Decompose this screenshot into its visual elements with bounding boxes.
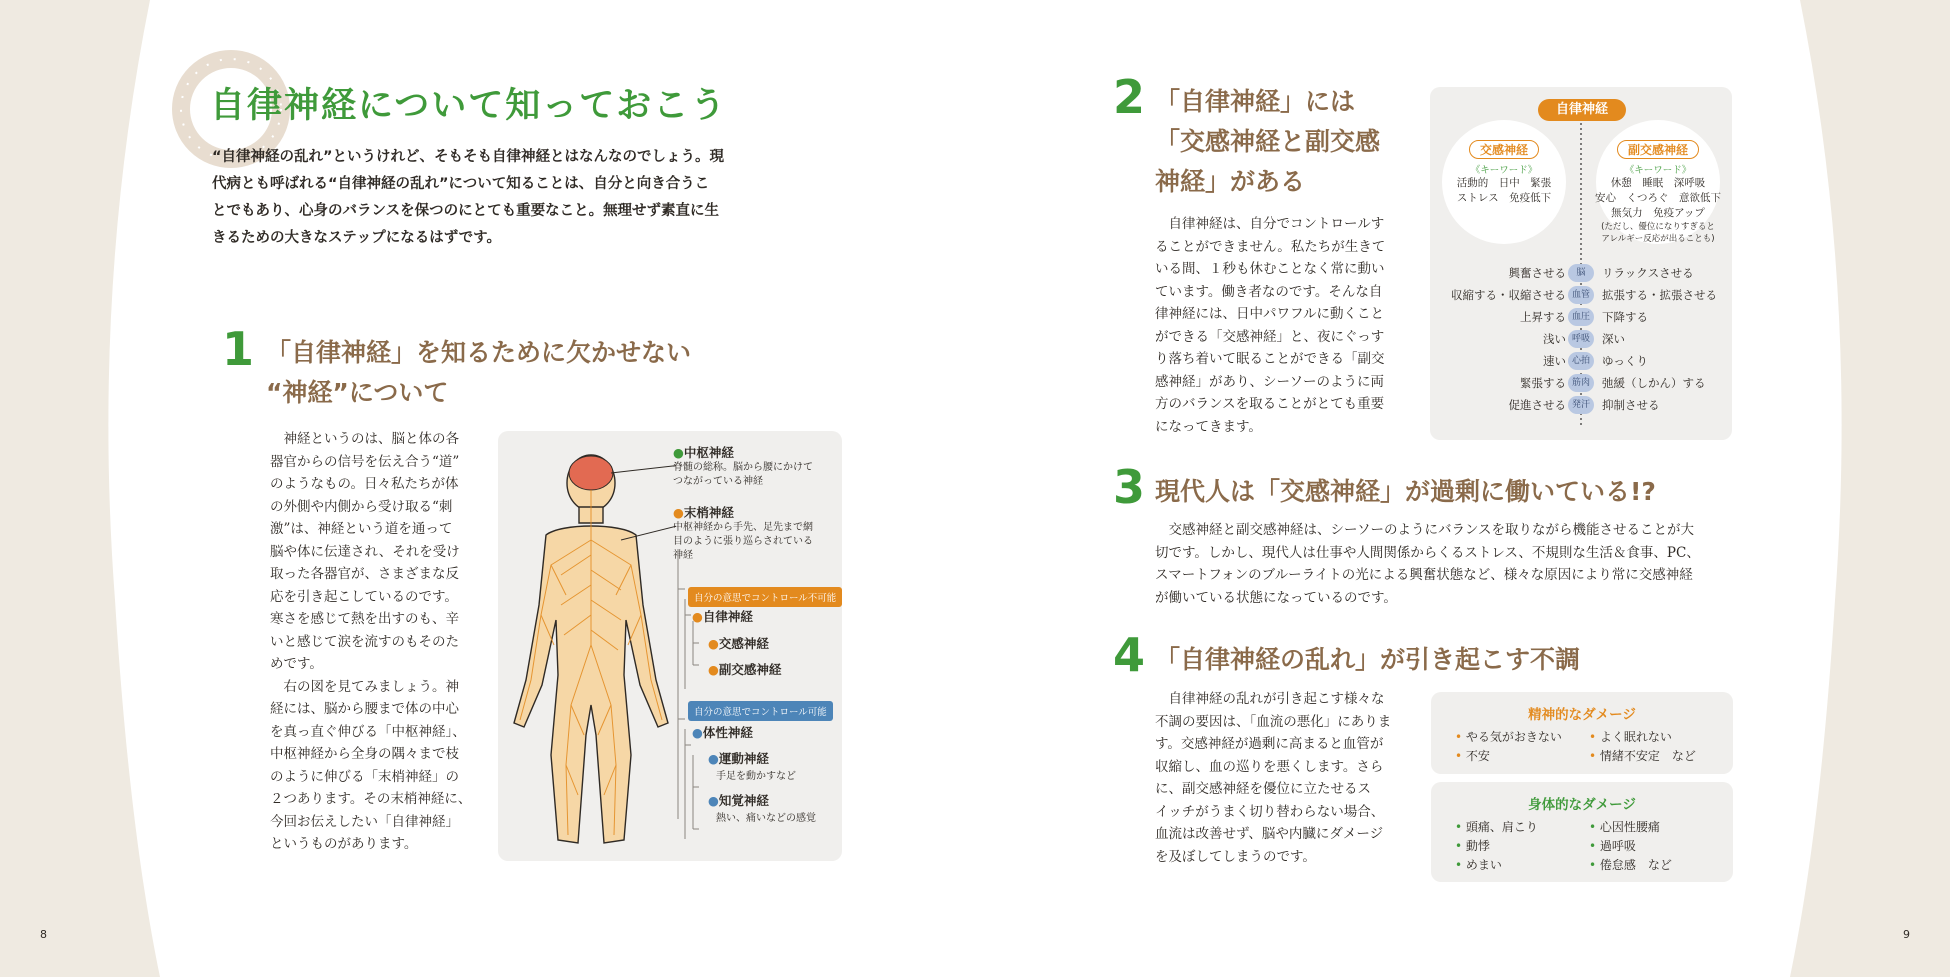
ans-row-organ: 脳 — [1568, 264, 1594, 282]
parasympathetic-kw-line: 無気力 免疫アップ — [1611, 207, 1705, 219]
section-4-body-line: を及ぼしてしまうのです。 — [1155, 848, 1316, 865]
section-2-body-line: 律神経には、日中パワフルに動くこと — [1155, 306, 1384, 322]
section-2-body-line: 感神経」があり、シーソーのように両 — [1155, 373, 1384, 390]
section-2-body-line: 自律神経は、自分でコントロールす — [1155, 216, 1385, 232]
autonomic-chart — [1430, 87, 1732, 440]
ans-row-sympathetic-effect: 興奮させる — [1508, 266, 1566, 280]
section-1-body-line: 中枢神経から全身の隅々まで枝 — [270, 746, 459, 762]
page-title: 自律神経について知っておこう — [210, 86, 728, 126]
section-1-body-line: の外側や内側から受け取る“刺 — [270, 498, 453, 515]
section-4-body-line: に、副交感神経を優位に立たせるス — [1155, 781, 1371, 797]
section-2-body-line: ています。働き者なのです。そんな自 — [1155, 283, 1383, 300]
section-2-body-line: ることができません。私たちが生きて — [1155, 238, 1386, 255]
ans-row-parasympathetic-effect: リラックスさせる — [1602, 266, 1694, 280]
parasympathetic-kw-line: 安心 くつろぐ 意欲低下 — [1595, 192, 1721, 204]
ans-row-organ: 発汗 — [1568, 396, 1594, 414]
section-2-heading-line: 「交感神経と副交感 — [1155, 127, 1381, 156]
mental-damage-item: 不安 — [1465, 749, 1490, 763]
intro-line: とでもあり、心身のバランスを保つのにとても重要なこと。無理せず素直に生 — [212, 203, 720, 219]
section-1-body-line: 右の図を見てみましょう。神 — [270, 678, 459, 695]
section-1-heading-line: 「自律神経」を知るために欠かせない — [266, 338, 692, 367]
mental-damage-col2: • よく眠れない • 情緒不安定 など — [1589, 730, 1696, 763]
sympathetic-kw-label: 《キーワード》 — [1470, 165, 1538, 176]
section-1-body-line: というものがあります。 — [270, 836, 418, 852]
central-nerve-desc — [673, 461, 838, 489]
ans-row-sympathetic-effect: 浅い — [1543, 332, 1566, 346]
ans-row-sympathetic-effect: 上昇する — [1520, 310, 1566, 324]
section-4-body-line: す。交感神経が過剰に高まると血管が — [1155, 736, 1384, 752]
section-4-body-line: イッチがうまく切り替わらない場合、 — [1155, 803, 1385, 820]
human-body-figure — [506, 445, 676, 855]
nervous-system-diagram: ●中枢神経 脊髄の総称。脳から腰にかけて つながっている神経 ●末梢神経 中枢神経から手先、足先まで網 目のように張り巡らされている 神経 自分の意思でコントロール不可能 ●自律神経 ●交感神経 ●副交感神経 自分の意思でコントロール可能 ●体性神経 ●運動神経 手足を動かすなど ●知覚神経 熱い、痛いなどの感覚 — [498, 431, 842, 861]
section-1-body-line: のように伸びる「末梢神経」の — [270, 768, 459, 785]
ans-row-sympathetic-effect: 促進させる — [1508, 398, 1566, 412]
section-4-body-line: 自律神経の乱れが引き起こす様々な — [1155, 691, 1385, 707]
section-1-body-line: いと感じて涙を流すのもそのた — [270, 633, 459, 650]
motor-nerve-desc: 手足を動かすなど — [716, 771, 796, 782]
ans-row-parasympathetic-effect: 深い — [1602, 332, 1625, 346]
sensory-nerve-desc: 熱い、痛いなどの感覚 — [716, 813, 816, 824]
section-1-heading-line: “神経”について — [266, 378, 449, 407]
section-1-body-line: 器官からの信号を伝え合う“道” — [270, 453, 460, 470]
peripheral-nerve-label-group: ●末梢神経 中枢神経から手先、足先まで網 目のように張り巡らされている 神経 — [673, 503, 838, 563]
section-4-body-line: 不調の要因は、「血流の悪化」にありま — [1155, 713, 1392, 730]
physical-damage-item: めまい — [1465, 858, 1502, 872]
sympathetic-badge: 交感神経 — [1469, 140, 1539, 159]
parasympathetic-nerve-label: 副交感神経 — [718, 662, 782, 677]
parasympathetic-keywords — [1590, 139, 1726, 245]
section-1-body-line: 脳や体に伝達され、それを受け — [270, 543, 460, 560]
mental-damage-item: よく眠れない — [1599, 730, 1672, 744]
ans-row — [1430, 351, 1732, 371]
section-2-body-line: になってきます。 — [1155, 418, 1262, 435]
section-1-body-line: のようなもの。日々私たちが体 — [270, 476, 459, 492]
voluntary-tag: 自分の意思でコントロール可能 — [688, 701, 833, 721]
section-2-body — [1155, 213, 1405, 438]
section-2-heading-line: 神経」がある — [1155, 167, 1306, 196]
physical-damage-item: 過呼吸 — [1599, 839, 1636, 853]
ans-row-sympathetic-effect: 速い — [1543, 354, 1566, 368]
section-3-body — [1155, 519, 1745, 609]
physical-damage-item: 頭痛、肩こり — [1465, 820, 1538, 834]
mental-damage-box — [1431, 692, 1733, 774]
mental-damage-item: 情緒不安定 など — [1599, 749, 1696, 763]
ans-row — [1430, 307, 1732, 327]
physical-damage-col2: • 心因性腰痛 • 過呼吸 • 倦怠感 など — [1589, 820, 1672, 872]
ans-row-sympathetic-effect: 緊張する — [1520, 376, 1566, 390]
central-nerve-label: 中枢神経 — [683, 445, 734, 460]
section-3-body-line: が働いている状態になっているのです。 — [1155, 589, 1397, 606]
ans-row-organ: 心拍 — [1568, 352, 1594, 370]
physical-damage-col1: • 頭痛、肩こり • 動悸 • めまい — [1455, 820, 1538, 872]
mental-damage-col1: • やる気がおきない • 不安 — [1455, 730, 1562, 763]
chart-title: 自律神経 — [1538, 99, 1626, 121]
ans-row — [1430, 285, 1732, 305]
sensory-nerve-label: 知覚神経 — [718, 793, 769, 808]
ans-row — [1430, 395, 1732, 415]
ans-row-parasympathetic-effect: 弛緩（しかん）する — [1602, 376, 1706, 390]
ans-row — [1430, 263, 1732, 283]
mental-damage-item: やる気がおきない — [1465, 730, 1562, 744]
sympathetic-nerve-label: 交感神経 — [718, 636, 769, 651]
parasympathetic-kw-label: 《キーワード》 — [1624, 165, 1692, 176]
ans-row — [1430, 329, 1732, 349]
section-4-body — [1155, 688, 1405, 868]
parasympathetic-note: (ただし、優位になりすぎると — [1601, 222, 1715, 232]
intro-line: 代病とも呼ばれる“自律神経の乱れ”について知ることは、自分と向き合うこ — [212, 176, 710, 192]
section-2-heading-line: 「自律神経」には — [1155, 87, 1356, 116]
peripheral-nerve-desc-line: 神経 — [673, 550, 693, 561]
right-page — [975, 0, 1950, 977]
ans-row — [1430, 373, 1732, 393]
physical-damage-title: 身体的なダメージ — [1528, 797, 1636, 813]
section-3-heading: 現代人は「交感神経」が過剰に働いている!? — [1155, 477, 1656, 506]
peripheral-nerve-desc-line: 中枢神経から手先、足先まで網 — [673, 522, 813, 533]
ans-row-organ: 血管 — [1568, 286, 1594, 304]
mental-damage-title: 精神的なダメージ — [1528, 707, 1636, 723]
sympathetic-keywords — [1440, 139, 1568, 206]
central-nerve-label-group: ●中枢神経 脊髄の総称。脳から腰にかけて つながっている神経 — [673, 443, 838, 489]
section-2-body-line: り落ち着いて眠ることができる「副交 — [1155, 351, 1385, 367]
physical-damage-item: 倦怠感 など — [1599, 858, 1672, 872]
physical-damage-item: 動悸 — [1465, 839, 1490, 853]
section-3-body-line: 交感神経と副交感神経は、シーソーのようにバランスを取りながら機能させることが大 — [1155, 522, 1695, 538]
sympathetic-kw-line: ストレス 免疫低下 — [1456, 192, 1552, 204]
section-1-body-line: 応を引き起こしているのです。 — [270, 588, 458, 605]
section-1-body-line: ２つあります。その末梢神経に、 — [270, 791, 472, 807]
section-4-number: 4 — [1113, 628, 1146, 682]
intro-text — [212, 144, 852, 252]
section-1-body-line: 今回お伝えしたい「自律神経」 — [270, 813, 459, 830]
autonomic-nerve-label: 自律神経 — [702, 609, 753, 624]
motor-nerve-group: ●運動神経 手足を動かすなど — [708, 751, 796, 782]
ans-row-organ: 血圧 — [1568, 308, 1594, 326]
section-3-body-line: スマートフォンのブルーライトの光による興奮状態など、様々な原因により常に交感神経 — [1155, 567, 1693, 583]
parasympathetic-kw-line: 休憩 睡眠 深呼吸 — [1610, 177, 1706, 189]
section-1-body-line: 取った各器官が、さまざまな反 — [270, 566, 459, 582]
ans-row-parasympathetic-effect: 拡張する・拡張させる — [1602, 288, 1717, 302]
sensory-nerve-group: ●知覚神経 熱い、痛いなどの感覚 — [708, 793, 816, 824]
ans-row-parasympathetic-effect: 下降する — [1602, 310, 1648, 324]
page-number-left: 8 — [40, 928, 47, 941]
peripheral-nerve-desc-line: 目のように張り巡らされている — [673, 536, 813, 547]
section-1-body-line: めです。 — [270, 656, 323, 672]
involuntary-tag: 自分の意思でコントロール不可能 — [688, 587, 842, 607]
sympathetic-kw-line: 活動的 日中 緊張 — [1456, 177, 1552, 189]
section-1-body — [270, 428, 480, 856]
section-1-body-line: を真っ直ぐ伸びる「中枢神経」、 — [270, 723, 466, 740]
section-1-heading — [266, 333, 691, 413]
section-1-body-line: 神経というのは、脳と体の各 — [270, 431, 459, 447]
section-4-body-line: 血流は改善せず、脳や内臓にダメージ — [1155, 826, 1384, 842]
central-nerve-desc-line: 脊髄の総称。脳から腰にかけて — [673, 462, 813, 473]
section-1-body-line: 激”は、神経という道を通って — [270, 521, 453, 537]
ans-row-parasympathetic-effect: ゆっくり — [1602, 354, 1648, 368]
section-1-number: 1 — [222, 322, 255, 376]
motor-nerve-label: 運動神経 — [718, 751, 769, 766]
section-1-body-line: 寒さを感じて熱を出すのも、辛 — [270, 611, 459, 627]
section-2-body-line: 方のバランスを取ることがとても重要 — [1155, 396, 1385, 412]
peripheral-nerve-label: 末梢神経 — [683, 505, 734, 520]
ans-row-sympathetic-effect: 収縮する・収縮させる — [1451, 288, 1566, 302]
intro-line: きるための大きなステップになるはずです。 — [212, 230, 501, 246]
section-4-heading: 「自律神経の乱れ」が引き起こす不調 — [1155, 645, 1581, 674]
section-3-body-line: 切です。しかし、現代人は仕事や人間関係からくるストレス、不規則な生活＆食事、PC、 — [1155, 544, 1700, 561]
section-2-number: 2 — [1113, 70, 1146, 124]
ans-row-organ: 筋肉 — [1568, 374, 1594, 392]
section-1-body-line: 経には、脳から腰まで体の中心 — [270, 701, 459, 717]
page-number-right: 9 — [1903, 928, 1910, 941]
physical-damage-item: 心因性腰痛 — [1599, 820, 1660, 834]
section-2-body-line: いる間、１秒も休むことなく常に動い — [1155, 261, 1385, 277]
section-3-number: 3 — [1113, 460, 1146, 514]
ans-comparison-rows — [1430, 263, 1732, 433]
section-2-body-line: ができる「交感神経」と、夜にぐっす — [1155, 328, 1385, 345]
intro-line: “自律神経の乱れ”というけれど、そもそも自律神経とはなんなのでしょう。現 — [212, 149, 725, 165]
section-2-heading — [1155, 82, 1380, 202]
ans-row-organ: 呼吸 — [1568, 330, 1594, 348]
somatic-nerve-label: 体性神経 — [702, 725, 753, 740]
physical-damage-box — [1431, 782, 1733, 882]
ans-row-parasympathetic-effect: 抑制させる — [1602, 398, 1660, 412]
section-4-body-line: 収縮し、血の巡りを悪くします。さら — [1155, 758, 1384, 775]
central-nerve-desc-line: つながっている神経 — [673, 476, 763, 487]
parasympathetic-badge: 副交感神経 — [1617, 140, 1699, 159]
parasympathetic-note: アレルギー反応が出ることも) — [1601, 234, 1715, 244]
